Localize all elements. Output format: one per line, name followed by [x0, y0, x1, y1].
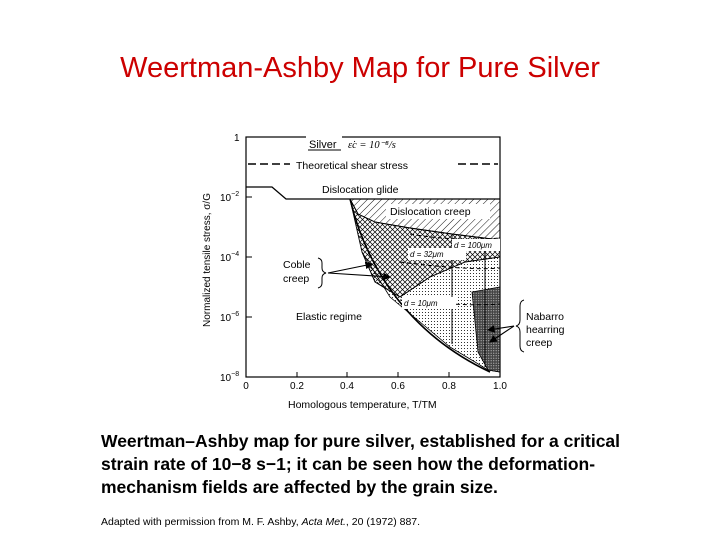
y-tick-4: $10^{-8}$	[220, 371, 240, 384]
grain-32-label: d = 32μm	[410, 250, 444, 259]
x-tick-0: 0	[243, 381, 249, 392]
elastic-regime-label: Elastic regime	[296, 311, 362, 323]
x-tick-5: 1.0	[493, 381, 507, 392]
coble-label-line2: creep	[283, 273, 310, 285]
credit-suffix: , 20 (1972) 887.	[345, 516, 421, 528]
y-axis-label: Normalized tensile stress, σ/G	[202, 193, 213, 327]
y-tick-1: $10^{-2}$	[220, 191, 240, 204]
grain-100-label: d = 100μm	[454, 241, 492, 250]
figure-caption: Weertman–Ashby map for pure silver, established for a critical strain rate of 10−8 s−1; it can be seen how the deformation-mechanism fields are affected by the grain size.	[101, 431, 621, 497]
credit-prefix: Adapted with permission from M. F. Ashby,	[101, 516, 302, 528]
credit-line	[101, 516, 420, 528]
dislocation-creep-label: Dislocation creep	[390, 206, 471, 218]
nabarro-label-line3: creep	[526, 337, 553, 349]
x-tick-4: 0.8	[442, 381, 456, 392]
x-tick-3: 0.6	[391, 381, 405, 392]
dislocation-glide-label: Dislocation glide	[322, 184, 399, 196]
slide-title: Weertman-Ashby Map for Pure Silver	[120, 52, 600, 84]
x-tick-2: 0.4	[340, 381, 354, 392]
x-tick-1: 0.2	[290, 381, 304, 392]
y-tick-0: 1	[234, 133, 240, 144]
silver-label: Silver	[309, 139, 337, 151]
y-tick-2: $10^{-4}$	[220, 251, 240, 264]
y-tick-3: $10^{-6}$	[220, 311, 240, 324]
deformation-map-figure	[190, 122, 565, 417]
x-axis-label: Homologous temperature, T/TM	[288, 399, 437, 411]
x-axis-ticks	[246, 372, 500, 377]
deformation-map-svg	[190, 122, 565, 417]
nabarro-brace	[516, 300, 524, 352]
credit-journal: Acta Met.	[301, 516, 346, 528]
strain-rate-label: ε̇c = 10⁻⁸/s	[348, 140, 396, 151]
coble-label-line1: Coble	[283, 259, 311, 271]
coble-arrow-1	[328, 264, 372, 273]
grain-10-label: d = 10μm	[404, 299, 438, 308]
theoretical-shear-label: Theoretical shear stress	[296, 160, 409, 172]
nabarro-label-line1: Nabarro	[526, 311, 564, 323]
nabarro-label-line2: hearring	[526, 324, 565, 336]
y-axis-ticks	[246, 137, 252, 377]
coble-brace	[318, 258, 326, 288]
